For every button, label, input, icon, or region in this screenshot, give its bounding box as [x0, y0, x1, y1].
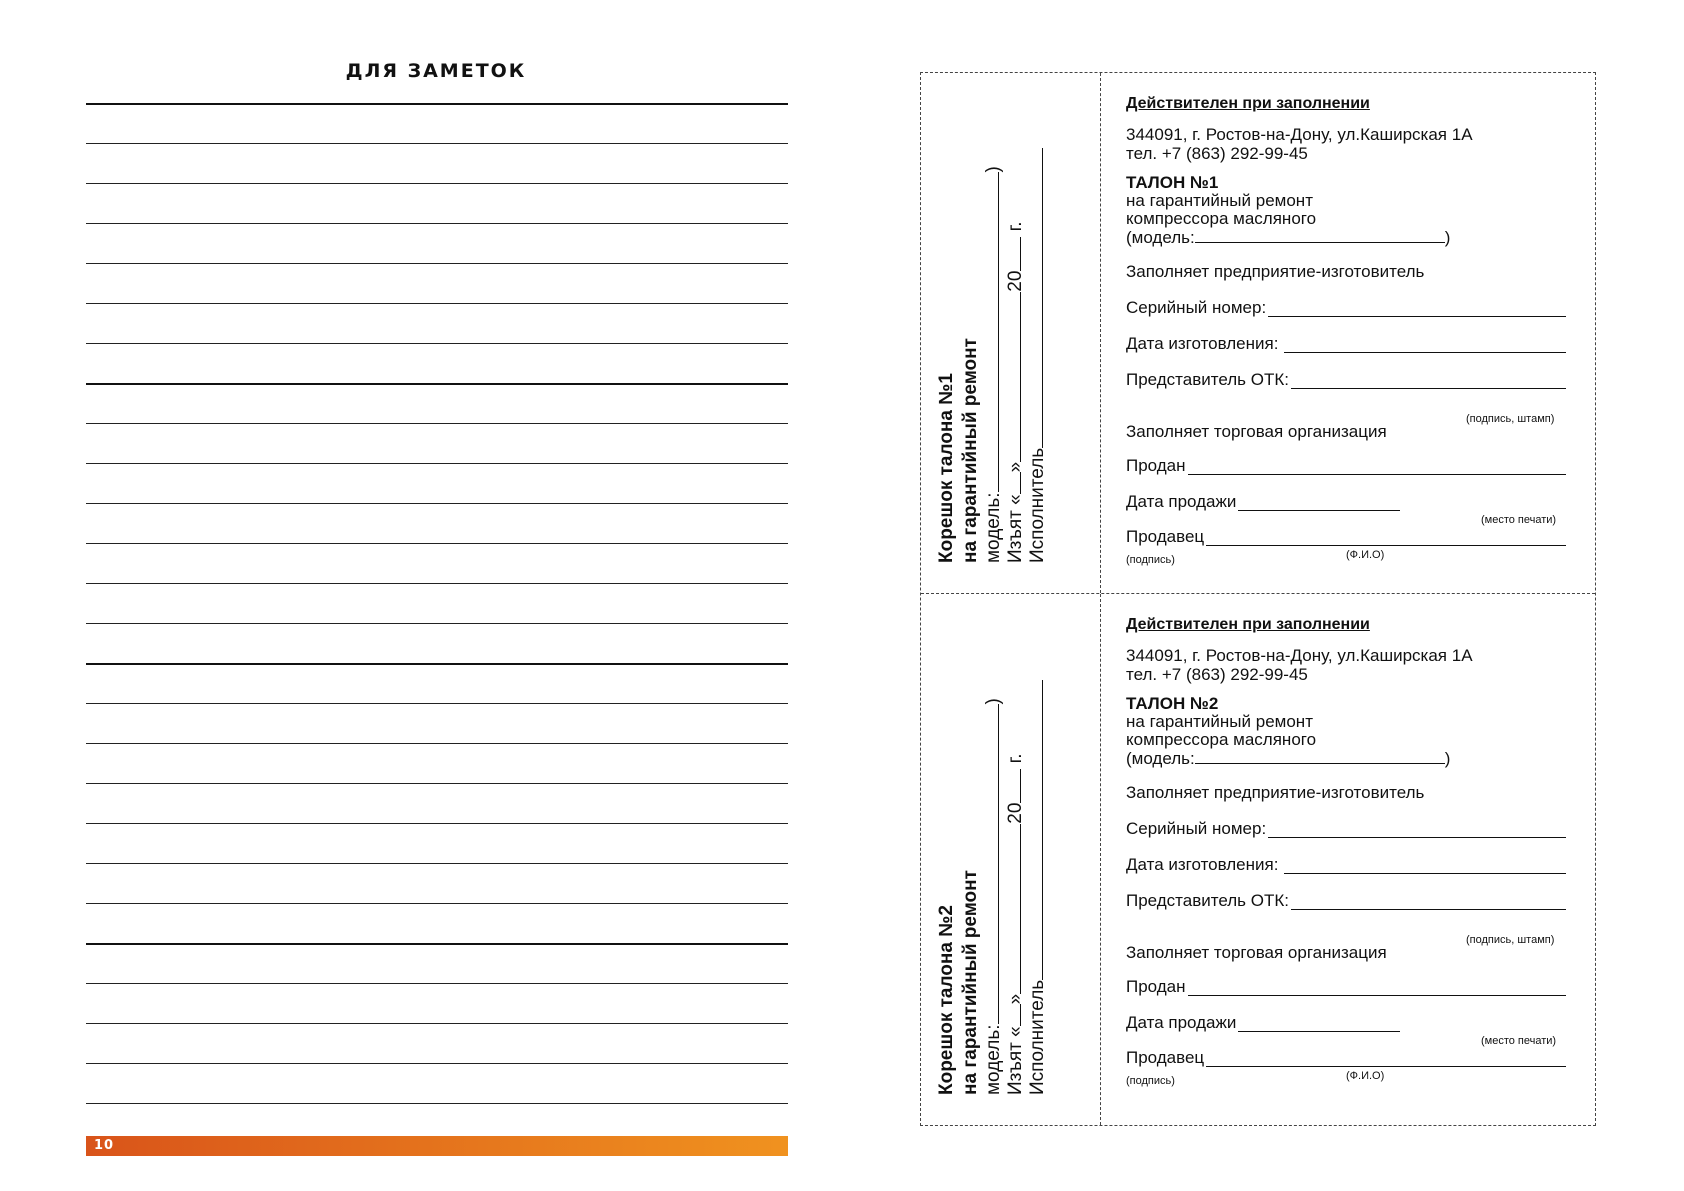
note-line	[86, 343, 788, 383]
model-field[interactable]	[1195, 749, 1445, 764]
valid-notice: Действителен при заполнении	[1126, 616, 1370, 633]
stub-title: Корешок талона №2	[936, 905, 957, 1095]
serial-field[interactable]	[1268, 302, 1566, 317]
mfg-date-field[interactable]	[1284, 859, 1566, 874]
model-label: (модель:	[1126, 749, 1195, 768]
manufacturer-section-label: Заполняет предприятие-изготовитель	[1126, 262, 1425, 281]
seller-field[interactable]	[1206, 1052, 1566, 1067]
sale-date-field-row	[1126, 493, 1566, 511]
sold-label: Продан	[1126, 456, 1186, 475]
note-line	[86, 223, 788, 263]
note-line	[86, 623, 788, 663]
otk-label: Представитель ОТК:	[1126, 370, 1289, 389]
note-line	[86, 143, 788, 183]
stub-withdrawn-label: Изъят «	[1005, 494, 1026, 563]
seller-label: Продавец	[1126, 527, 1205, 546]
stub-model-line: модель:)	[983, 166, 1004, 563]
stub-year-suffix: г.	[1005, 753, 1026, 764]
note-line	[86, 503, 788, 543]
notes-title: ДЛЯ ЗАМЕТОК	[345, 60, 527, 82]
note-line	[86, 103, 788, 143]
mfg-date-field[interactable]	[1284, 338, 1566, 353]
sold-label: Продан	[1126, 977, 1186, 996]
sold-field-row	[1126, 457, 1566, 475]
address: 344091, г. Ростов-на-Дону, ул.Каширская 1А	[1126, 646, 1473, 665]
valid-notice: Действителен при заполнении	[1126, 95, 1370, 112]
note-line	[86, 1023, 788, 1063]
talon-title: ТАЛОН №1	[1126, 173, 1219, 192]
sold-field[interactable]	[1188, 981, 1566, 996]
stub-title: Корешок талона №1	[936, 373, 957, 563]
notes-lines	[86, 103, 788, 1143]
manufacturer-section-label: Заполняет предприятие-изготовитель	[1126, 783, 1425, 802]
stub-subtitle: на гарантийный ремонт	[960, 338, 981, 563]
note-line	[86, 863, 788, 903]
signature-stamp-note: (подпись, штамп)	[1466, 413, 1555, 425]
note-line	[86, 983, 788, 1023]
stub-withdrawn-label: Изъят «	[1005, 1026, 1026, 1095]
stub-executor-line	[1027, 143, 1049, 563]
trade-section-label: Заполняет торговая организация	[1126, 422, 1387, 441]
note-line	[86, 943, 788, 983]
note-line	[86, 1063, 788, 1103]
note-line	[86, 823, 788, 863]
fio-note: (Ф.И.О)	[1346, 1070, 1385, 1082]
model-close: )	[1444, 749, 1451, 768]
stub-executor-line	[1027, 675, 1049, 1095]
signature-stamp-note: (подпись, штамп)	[1466, 934, 1555, 946]
note-line	[86, 903, 788, 943]
stub-withdrawn-mid: »	[1005, 993, 1026, 1005]
signature-note: (подпись)	[1126, 1075, 1175, 1087]
sold-field[interactable]	[1188, 460, 1566, 475]
signature-note: (подпись)	[1126, 554, 1175, 566]
serial-label: Серийный номер:	[1126, 298, 1267, 317]
phone: тел. +7 (863) 292-99-45	[1126, 665, 1308, 684]
stub-executor-label: Исполнитель	[1027, 447, 1048, 563]
note-line	[86, 303, 788, 343]
talon-subtitle-1: на гарантийный ремонт	[1126, 712, 1313, 731]
mfg-date-label: Дата изготовления:	[1126, 334, 1279, 353]
address: 344091, г. Ростов-на-Дону, ул.Каширская 1А	[1126, 125, 1473, 144]
seller-field-row	[1126, 1049, 1566, 1067]
seller-field-row	[1126, 528, 1566, 546]
otk-label: Представитель ОТК:	[1126, 891, 1289, 910]
sale-date-label: Дата продажи	[1126, 492, 1237, 511]
talon-subtitle-1: на гарантийный ремонт	[1126, 191, 1313, 210]
model-label: (модель:	[1126, 228, 1195, 247]
stamp-place-note: (место печати)	[1481, 1035, 1557, 1047]
phone: тел. +7 (863) 292-99-45	[1126, 144, 1308, 163]
talon-subtitle-2: компрессора масляного	[1126, 209, 1317, 228]
note-line	[86, 423, 788, 463]
serial-field-row	[1126, 820, 1566, 838]
mfg-date-field-row	[1126, 335, 1566, 353]
otk-field[interactable]	[1291, 895, 1566, 910]
stub-withdrawn-line	[1005, 143, 1027, 563]
note-line	[86, 263, 788, 303]
page-footer-bar	[86, 1136, 788, 1156]
sale-date-field[interactable]	[1238, 1017, 1400, 1032]
stub-subtitle: на гарантийный ремонт	[960, 870, 981, 1095]
note-line	[86, 783, 788, 823]
mfg-date-label: Дата изготовления:	[1126, 855, 1279, 874]
stub-model-label: модель:	[983, 1024, 1004, 1095]
otk-field-row	[1126, 371, 1566, 389]
talon-title: ТАЛОН №2	[1126, 694, 1219, 713]
coupon-1	[921, 73, 1595, 594]
fio-note: (Ф.И.О)	[1346, 549, 1385, 561]
sale-date-field-row	[1126, 1014, 1566, 1032]
coupon-stub	[921, 594, 1101, 1125]
page-number: 10	[94, 1138, 115, 1153]
note-line	[86, 583, 788, 623]
seller-label: Продавец	[1126, 1048, 1205, 1067]
stub-year-prefix: 20	[1005, 802, 1026, 824]
sold-field-row	[1126, 978, 1566, 996]
stamp-place-note: (место печати)	[1481, 514, 1557, 526]
stub-executor-label: Исполнитель	[1027, 979, 1048, 1095]
note-line	[86, 663, 788, 703]
note-line	[86, 743, 788, 783]
stub-withdrawn-mid: »	[1005, 461, 1026, 473]
note-line	[86, 463, 788, 503]
stub-withdrawn-line	[1005, 675, 1027, 1095]
note-line	[86, 703, 788, 743]
talon-subtitle-2: компрессора масляного	[1126, 730, 1317, 749]
coupon-stub	[921, 73, 1101, 593]
otk-field-row	[1126, 892, 1566, 910]
note-line	[86, 543, 788, 583]
note-line	[86, 183, 788, 223]
model-line	[1126, 228, 1450, 247]
serial-field-row	[1126, 299, 1566, 317]
sale-date-label: Дата продажи	[1126, 1013, 1237, 1032]
serial-field[interactable]	[1268, 823, 1566, 838]
coupon-2	[921, 594, 1595, 1125]
note-line	[86, 383, 788, 423]
mfg-date-field-row	[1126, 856, 1566, 874]
stub-model-label: модель:	[983, 492, 1004, 563]
trade-section-label: Заполняет торговая организация	[1126, 943, 1387, 962]
model-close: )	[1444, 228, 1451, 247]
stub-year-suffix: г.	[1005, 221, 1026, 232]
sale-date-field[interactable]	[1238, 496, 1400, 511]
model-field[interactable]	[1195, 228, 1445, 243]
seller-field[interactable]	[1206, 531, 1566, 546]
serial-label: Серийный номер:	[1126, 819, 1267, 838]
model-line	[1126, 749, 1450, 768]
stub-model-line: модель:)	[983, 698, 1004, 1095]
otk-field[interactable]	[1291, 374, 1566, 389]
coupon-sheet	[920, 72, 1596, 1126]
stub-year-prefix: 20	[1005, 270, 1026, 292]
